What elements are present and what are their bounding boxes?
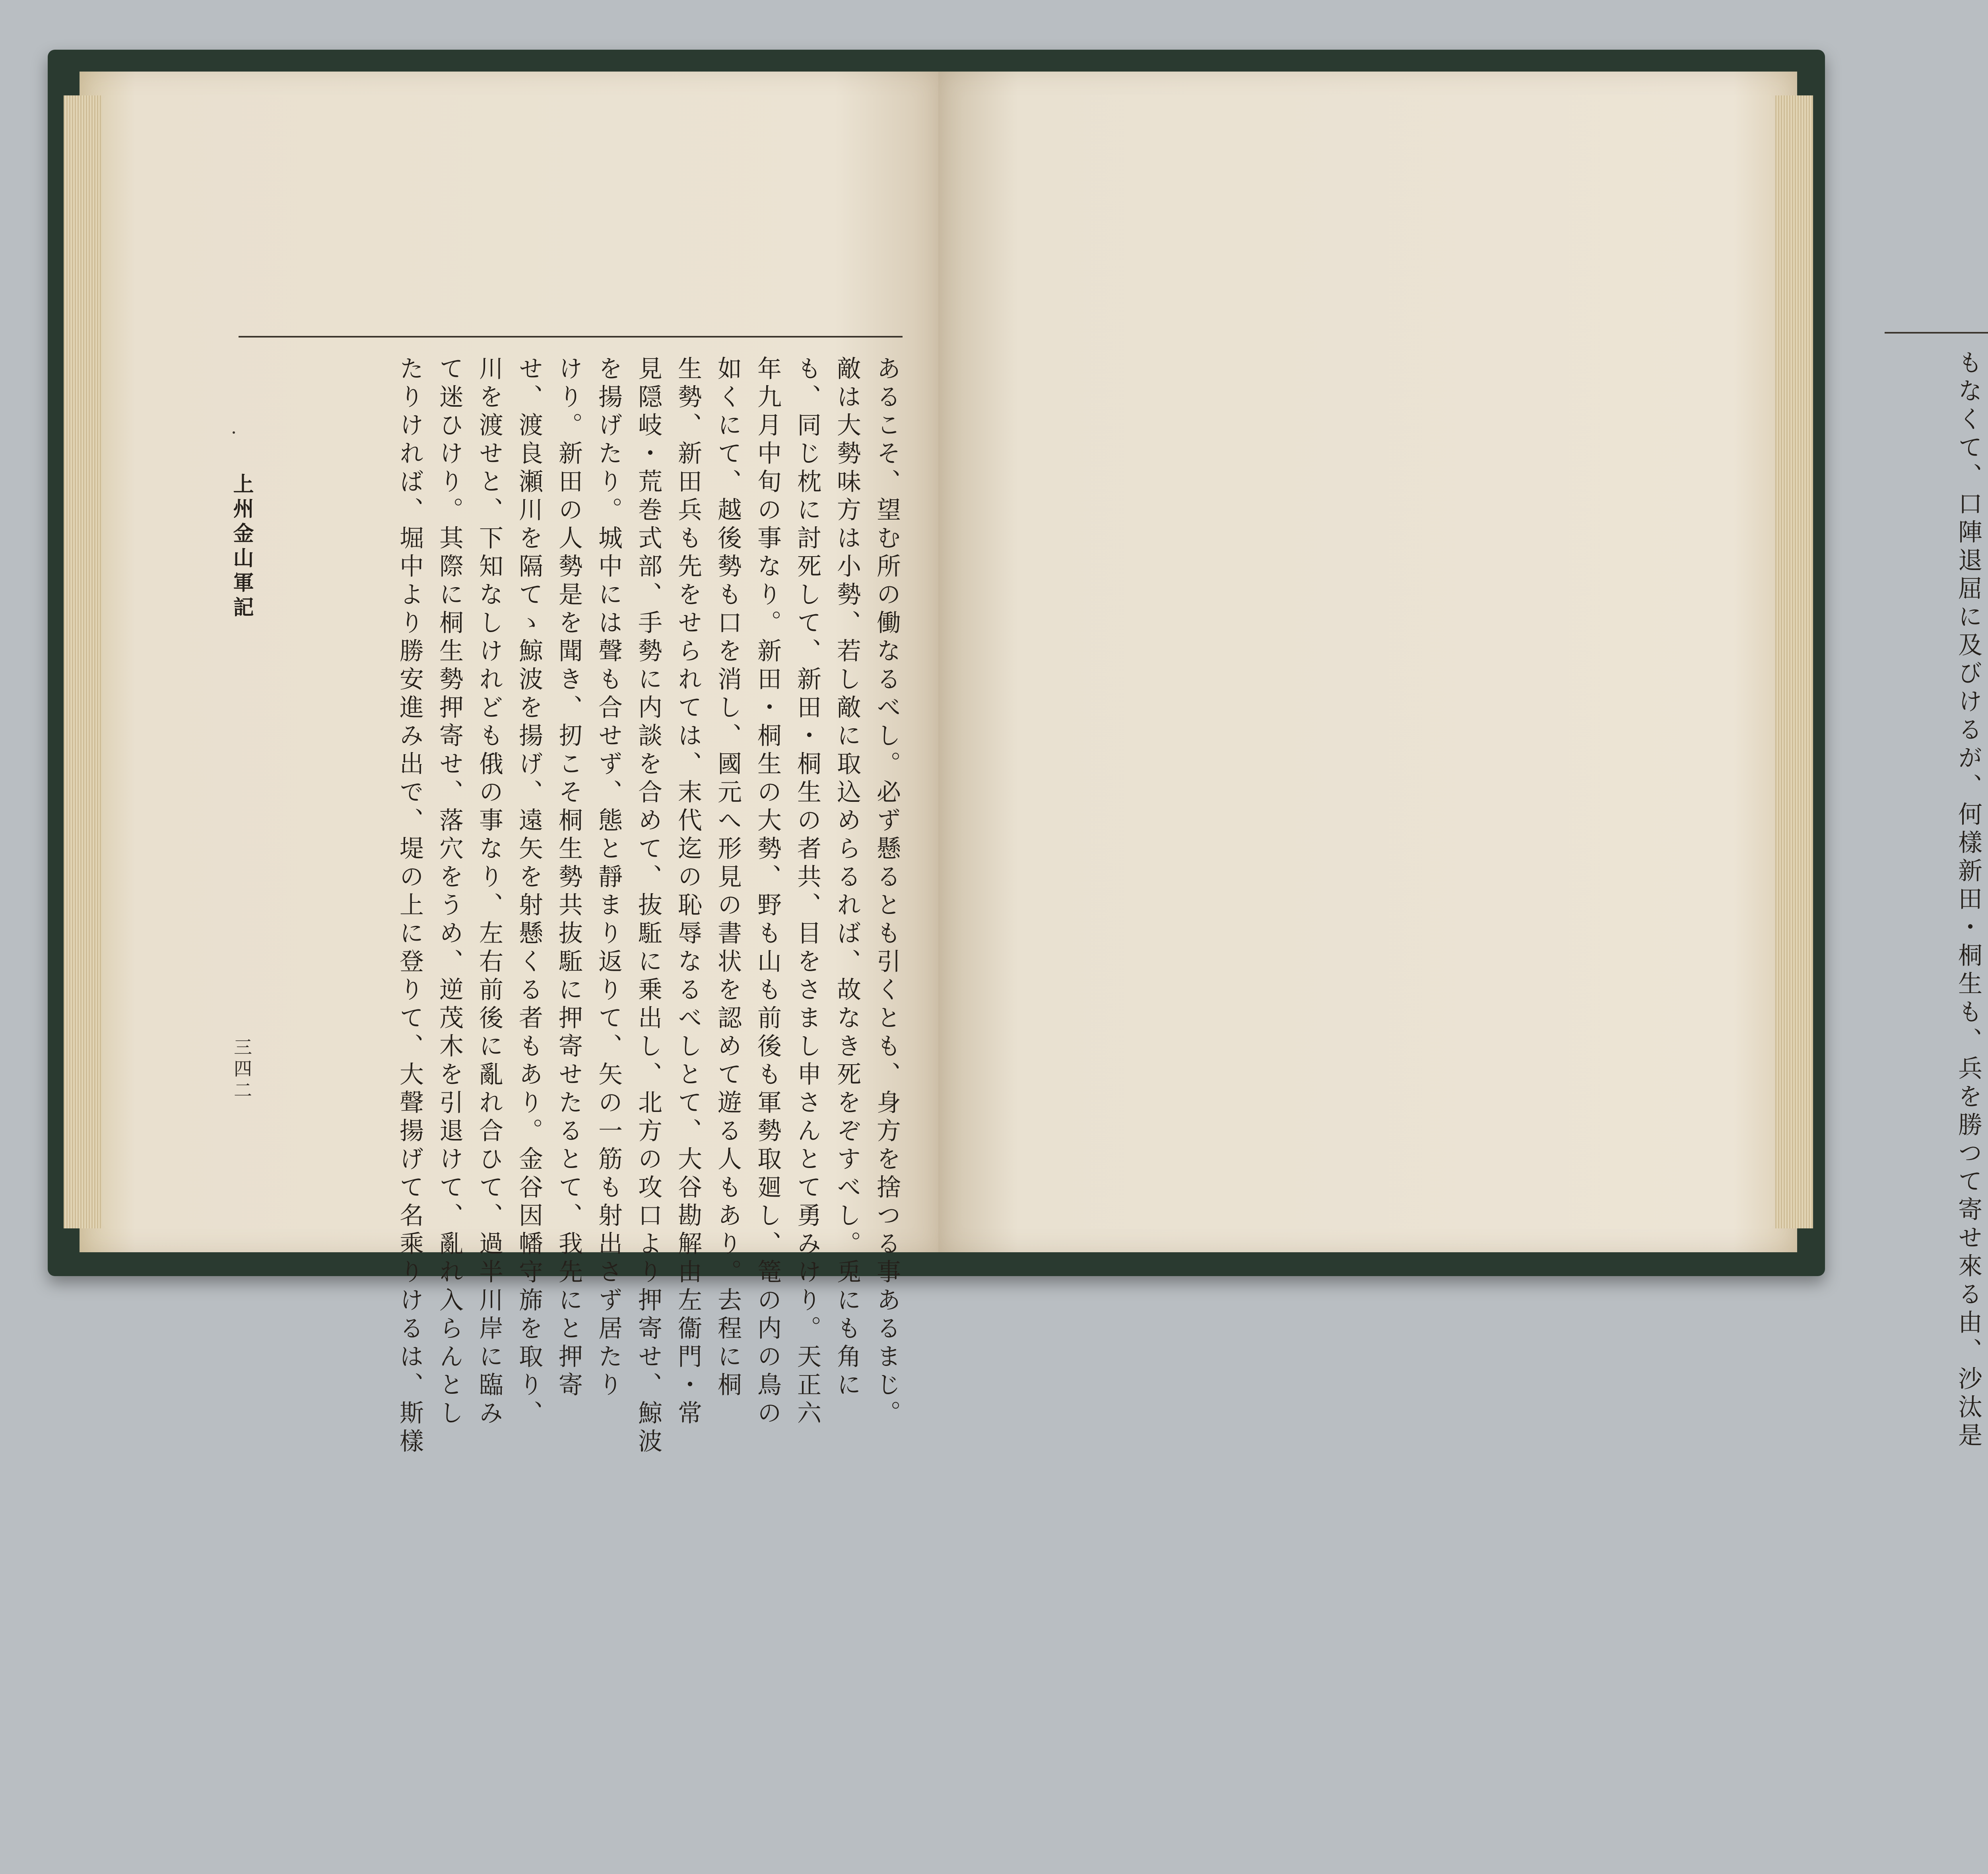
right-header-rule <box>1885 332 1988 334</box>
right-page <box>938 72 1982 1451</box>
left-margin-dot <box>233 431 235 434</box>
text-column: 川を渡せと、下知なしけれども俄の事なり、左右前後に亂れ合ひて、過半川岸に臨み <box>475 356 503 1428</box>
text-column: せ、渡良瀬川を隔てゝ鯨波を揚げ、遠矢を射懸くる者もあり。金谷因幡守旆を取り、 <box>515 356 543 1428</box>
book-cover <box>48 50 1982 1457</box>
text-column: 生勢、新田兵も先をせられては、末代迄の恥辱なるべしとて、大谷勘解由左衞門・常 <box>674 356 702 1428</box>
text-column: も、同じ枕に討死して、新田・桐生の者共、目をさまし申さんとて勇みけり。天正六 <box>793 356 821 1428</box>
text-column: を揚げたり。城中には聲も合せず、態と靜まり返りて、矢の一筋も射出さず居たり <box>594 356 623 1400</box>
text-column: 敵は大勢味方は小勢、若し敵に取込めらるれば、故なき死をぞすべし。兎にも角に <box>833 356 861 1400</box>
text-column: 如くにて、越後勢も口を消し、國元へ形見の書状を認めて遊る人もあり。去程に桐 <box>714 356 742 1400</box>
right-body-text <box>1893 350 1988 1451</box>
text-column: けり。新田の人勢是を聞き、扨こそ桐生勢共抜駈に押寄せたるとて、我先にと押寄 <box>555 356 583 1400</box>
left-running-title: 上州金山軍記 <box>229 473 254 621</box>
text-column: もなくて、口陣退屈に及びけるが、何樣新田・桐生も、兵を勝つて寄せ來る由、沙汰是 <box>1954 350 1982 1451</box>
left-body-text <box>247 356 907 1457</box>
text-column: 年九月中旬の事なり。新田・桐生の大勢、野も山も前後も軍勢取廻し、篭の内の鳥の <box>753 356 782 1428</box>
open-book <box>80 72 1982 1457</box>
left-page <box>80 72 938 1457</box>
text-column: あるこそ、望む所の働なるべし。必ず懸るとも引くとも、身方を捨つる事あるまじ。 <box>873 356 901 1428</box>
text-column: 見隠岐・荒巻式部、手勢に内談を合めて、抜駈に乗出し、北方の攻口より押寄せ、鯨波 <box>634 356 662 1457</box>
left-page-edges <box>64 95 101 1228</box>
text-column: て迷ひけり。其際に桐生勢押寄せ、落穴をうめ、逆茂木を引退けて、亂れ入らんとし <box>435 356 464 1428</box>
left-header-rule <box>239 336 903 338</box>
right-page-edges <box>1775 95 1813 1228</box>
left-page-number: 三四二 <box>231 1038 252 1102</box>
text-column: たりければ、堀中より勝安進み出で、堤の上に登りて、大聲揚げて名乘りけるは、斯樣 <box>396 356 424 1457</box>
